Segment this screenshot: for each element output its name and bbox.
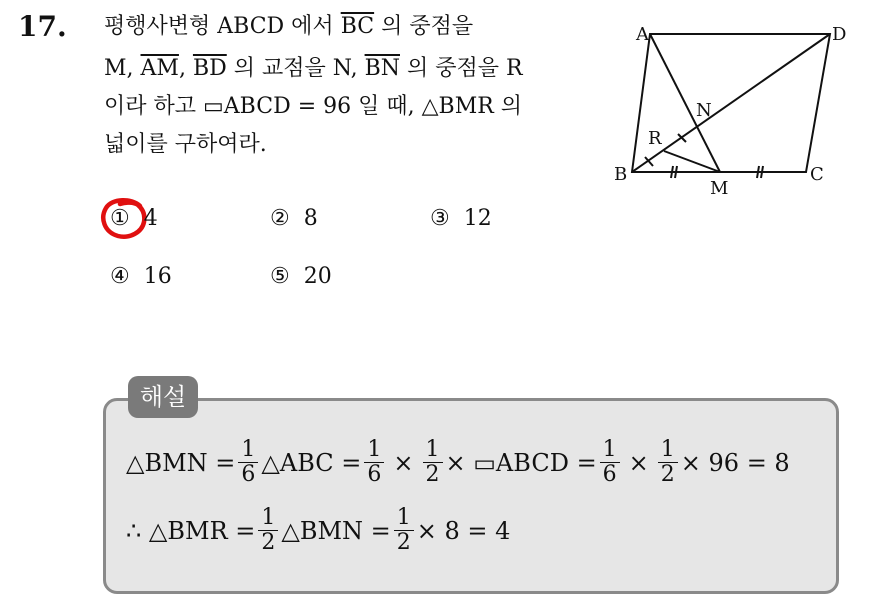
question-text: , (178, 56, 193, 81)
solution-tab: 해설 (128, 376, 198, 418)
label-m: M (710, 178, 729, 199)
question-line-4: 넓이를 구하여라. (104, 132, 267, 157)
fraction (600, 438, 620, 487)
eq-text: × (628, 448, 649, 477)
segment-bc: $\overline{BC}$ (340, 14, 375, 39)
segment-am: $\overline{AM}$ (140, 56, 179, 81)
label-r: R (648, 128, 662, 149)
tick-mc-2 (761, 166, 763, 178)
parallelogram-figure (610, 18, 870, 200)
fraction (423, 438, 443, 487)
eq-text: × ▭ABCD = (445, 448, 597, 477)
fraction (658, 438, 678, 487)
question-number: 17. (18, 10, 67, 43)
question-text: 의 교점을 N, (226, 56, 365, 81)
tick-bm-2 (675, 166, 677, 178)
denominator: 2 (425, 462, 440, 487)
denominator: 6 (602, 462, 617, 487)
choice-2[interactable] (270, 206, 318, 231)
choice-mark: ① (110, 206, 130, 231)
choice-mark: ④ (110, 264, 130, 289)
choice-value: 16 (143, 264, 172, 289)
eq-text: △ABC = (261, 448, 362, 477)
question-line-1 (104, 12, 473, 42)
eq-text: ∴ △BMR = (126, 516, 256, 545)
segment-bd-line (632, 34, 830, 172)
solution-line-1 (126, 438, 790, 487)
segment-bd: $\overline{BD}$ (192, 56, 227, 81)
denominator: 2 (660, 462, 675, 487)
question-text: M, (104, 56, 141, 81)
solution-box (103, 398, 839, 594)
numerator: 1 (258, 506, 278, 531)
denominator: 2 (396, 530, 411, 555)
tick-mc-1 (757, 166, 759, 178)
question-text: 의 중점을 R (400, 56, 523, 81)
numerator: 1 (600, 438, 620, 463)
question-line-3: 이라 하고 ▭ABCD = 96 일 때, △BMR 의 (104, 94, 523, 119)
numerator: 1 (423, 438, 443, 463)
numerator: 1 (394, 506, 414, 531)
label-c: C (810, 164, 824, 185)
choice-mark: ② (270, 206, 290, 231)
label-a: A (636, 24, 649, 45)
question-line-2 (104, 54, 523, 84)
label-n: N (696, 100, 712, 121)
eq-text: △BMN = (281, 516, 391, 545)
fraction (238, 438, 258, 487)
numerator: 1 (238, 438, 258, 463)
choice-5[interactable] (270, 264, 332, 289)
choice-mark: ③ (430, 206, 450, 231)
denominator: 2 (261, 530, 276, 555)
choice-1[interactable] (110, 206, 158, 231)
fraction (364, 438, 384, 487)
eq-text: △BMN = (126, 448, 236, 477)
eq-text: × 8 = 4 (416, 516, 511, 545)
denominator: 6 (241, 462, 256, 487)
choice-3[interactable] (430, 206, 492, 231)
denominator: 6 (367, 462, 382, 487)
choice-value: 4 (143, 206, 158, 231)
choice-value: 8 (303, 206, 318, 231)
eq-text: × (393, 448, 414, 477)
numerator: 1 (658, 438, 678, 463)
numerator: 1 (364, 438, 384, 463)
fraction (258, 506, 278, 555)
segment-bn: $\overline{BN}$ (364, 56, 400, 81)
label-d: D (832, 24, 847, 45)
label-b: B (614, 164, 628, 185)
eq-text: × 96 = 8 (680, 448, 790, 477)
solution-line-2 (126, 506, 510, 555)
tick-bm-1 (671, 166, 673, 178)
fraction (394, 506, 414, 555)
choice-4[interactable] (110, 264, 172, 289)
question-text: 평행사변형 ABCD 에서 (104, 14, 341, 39)
choice-mark: ⑤ (270, 264, 290, 289)
question-text: 의 중점을 (374, 14, 474, 39)
choice-value: 20 (303, 264, 332, 289)
choice-value: 12 (463, 206, 492, 231)
